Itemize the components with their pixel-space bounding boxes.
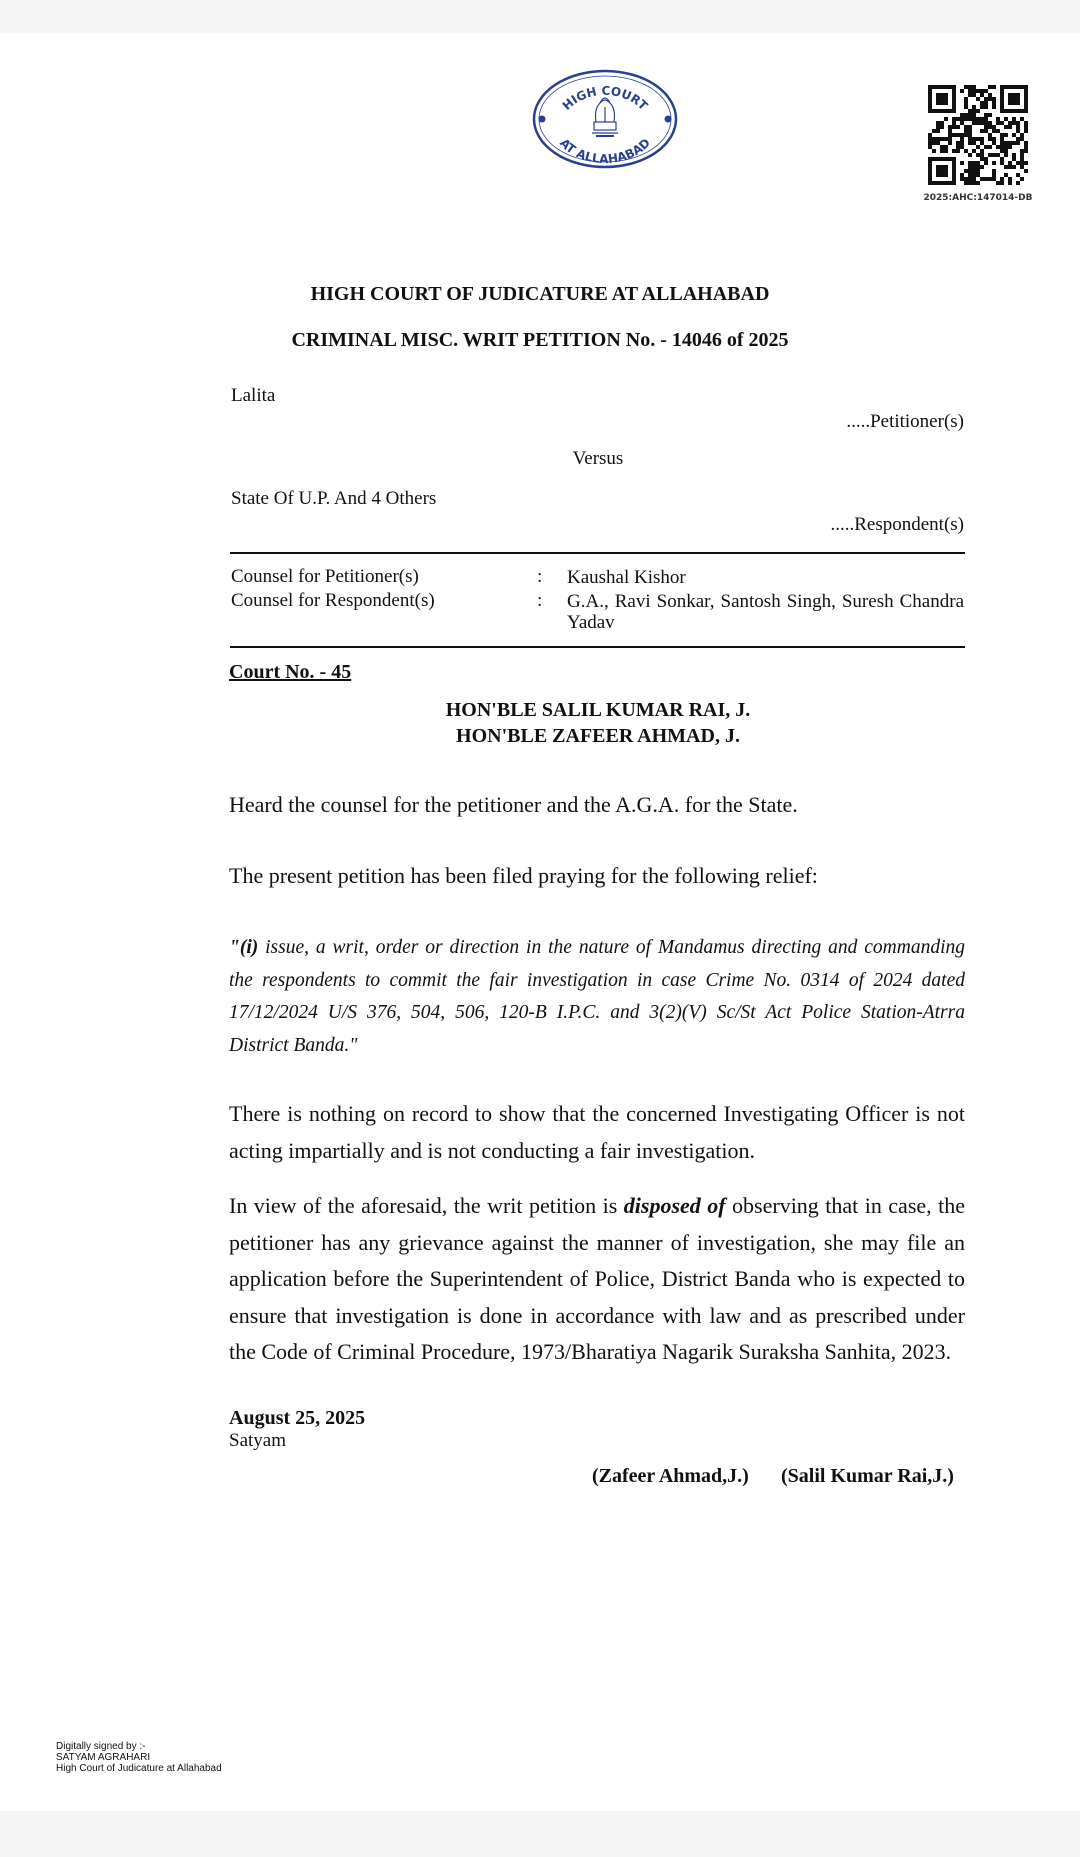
relief-quote bbox=[229, 932, 965, 1062]
seal-bottom-text: AT ALLAHABAD bbox=[557, 135, 653, 167]
qr-caption: 2025:AHC:147014-DB bbox=[923, 193, 1033, 203]
versus-text: Versus bbox=[572, 448, 624, 469]
disposal-text-before: In view of the aforesaid, the writ petition is bbox=[229, 1193, 624, 1218]
disposal-emphasis: disposed of bbox=[623, 1193, 726, 1218]
divider-bottom bbox=[230, 646, 965, 648]
digital-signature-line-3: High Court of Judicature at Allahabad bbox=[56, 1763, 222, 1774]
judge-1: HON'BLE SALIL KUMAR RAI, J. bbox=[445, 699, 751, 721]
paragraph-relief-intro: The present petition has been filed praying for the following relief: bbox=[229, 863, 818, 888]
paragraph-no-record: There is nothing on record to show that the concerned Investigating Officer is not acting impartially and is not conducting a fair investigation. bbox=[229, 1101, 965, 1163]
court-title: HIGH COURT OF JUDICATURE AT ALLAHABAD bbox=[310, 283, 770, 305]
counsel-respondent-value: G.A., Ravi Sonkar, Santosh Singh, Suresh Chandra Yadav bbox=[567, 591, 964, 633]
seal-top-text: HIGH COURT bbox=[559, 83, 651, 114]
counsel-petitioner-colon: : bbox=[537, 566, 543, 587]
quote-text: issue, a writ, order or direction in the nature of Mandamus directing and commanding the respondents to commit the fair investigation in case Crime No. 0314 of 2024 dated 17/12/2024 U/S 376, 504, 506, 120-B I.P.C. and 3(2)(V) Sc/St Act Police Station-Atrra District Banda." bbox=[229, 937, 965, 1056]
order-date: August 25, 2025 bbox=[229, 1407, 366, 1429]
counsel-respondent-label: Counsel for Respondent(s) bbox=[231, 590, 435, 611]
counsel-petitioner-label: Counsel for Petitioner(s) bbox=[231, 566, 419, 587]
court-number: Court No. - 45 bbox=[229, 661, 352, 683]
quote-prefix: "(i) bbox=[229, 937, 259, 958]
disposal-text-after: observing that in case, the petitioner has any grievance against the manner of investigation, she may file an application before the Superintendent of Police, District Banda who is expected to ensure that investigation is done in accordance with law and as prescribed under the Code of Criminal Procedure, 1973/Bharatiya Nagarik Suraksha Sanhita, 2023. bbox=[229, 1193, 965, 1364]
case-title: CRIMINAL MISC. WRIT PETITION No. - 14046 of 2025 bbox=[291, 329, 789, 351]
respondent-name: State Of U.P. And 4 Others bbox=[231, 488, 437, 509]
respondent-role: .....Respondent(s) bbox=[830, 514, 964, 535]
petitioner-role: .....Petitioner(s) bbox=[846, 411, 964, 432]
counsel-petitioner-value: Kaushal Kishor bbox=[567, 567, 686, 588]
signature-zafeer-ahmad: (Zafeer Ahmad,J.) bbox=[592, 1465, 749, 1487]
petitioner-name: Lalita bbox=[231, 385, 276, 406]
signature-salil-kumar-rai: (Salil Kumar Rai,J.) bbox=[781, 1465, 954, 1487]
counsel-respondent-colon: : bbox=[537, 590, 543, 611]
judge-2: HON'BLE ZAFEER AHMAD, J. bbox=[456, 725, 740, 747]
qr-code-icon bbox=[928, 85, 1028, 185]
clerk-name: Satyam bbox=[229, 1430, 286, 1451]
document-page bbox=[0, 33, 1080, 1811]
paragraph-disposal bbox=[229, 1188, 965, 1371]
divider-top bbox=[230, 552, 965, 554]
high-court-seal-icon bbox=[530, 67, 680, 171]
paragraph-heard: Heard the counsel for the petitioner and the A.G.A. for the State. bbox=[229, 792, 798, 817]
digital-signature-line-2: SATYAM AGRAHARI bbox=[56, 1752, 151, 1763]
digital-signature-line-1: Digitally signed by :- bbox=[56, 1741, 146, 1752]
